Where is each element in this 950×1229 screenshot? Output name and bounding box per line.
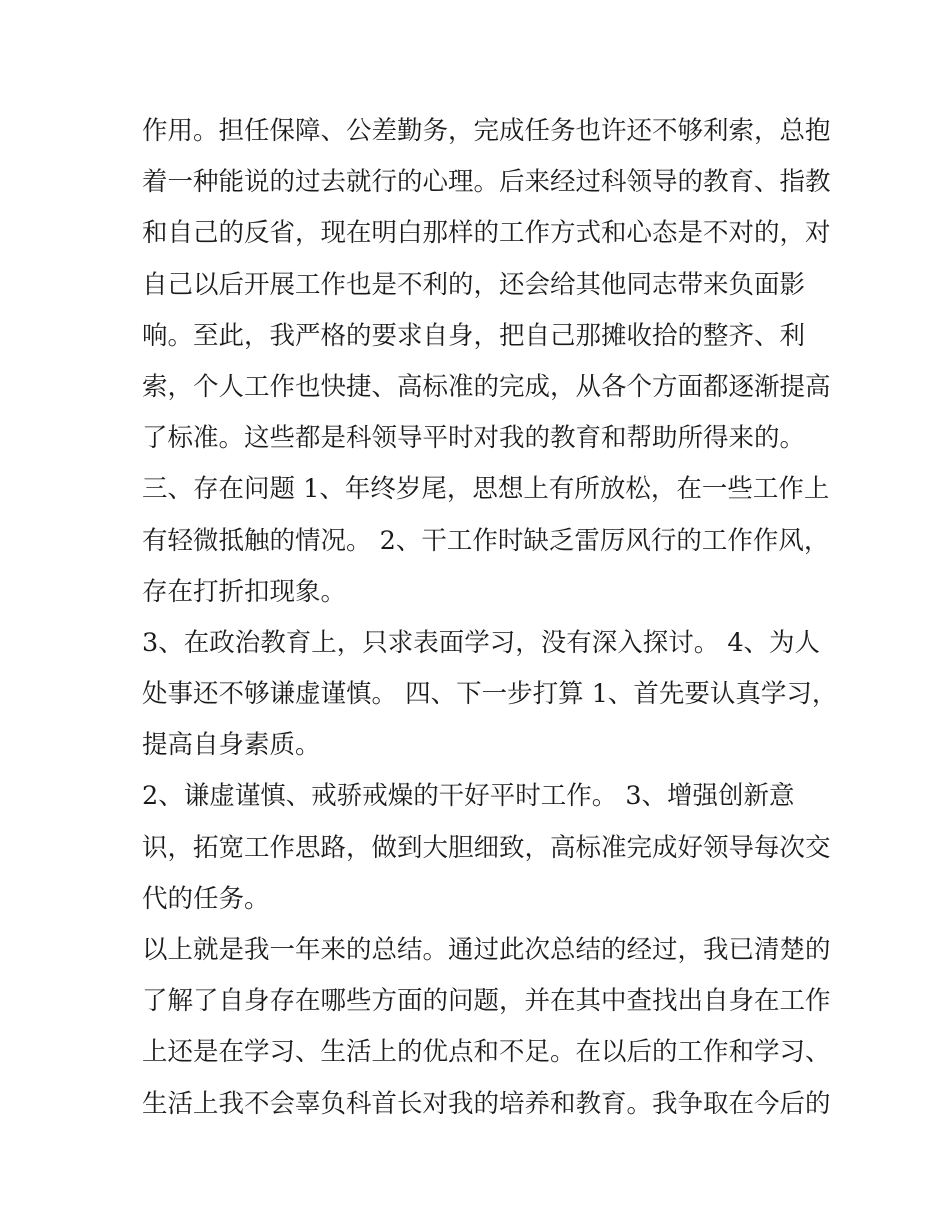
text-line: 了标准。这些都是科领导平时对我的教育和帮助所得来的。: [142, 423, 806, 454]
text-line: 着一种能说的过去就行的心理。后来经过科领导的教育、指教: [142, 167, 831, 198]
text-line: 2、谦虚谨慎、戒骄戒燥的干好平时工作。 3、增强创新意: [142, 781, 795, 812]
text-line: 了解了自身存在哪些方面的问题，并在其中查找出自身在工作: [142, 986, 831, 1017]
text-line: 生活上我不会辜负科首长对我的培养和教育。我争取在今后的: [142, 1088, 831, 1119]
body-text: [142, 106, 838, 1130]
text-line: 有轻微抵触的情况。 2、干工作时缺乏雷厉风行的工作作风，: [142, 525, 830, 556]
text-line: 三、存在问题 1、年终岁尾，思想上有所放松，在一些工作上: [142, 474, 830, 505]
text-line: 3、在政治教育上，只求表面学习，没有深入探讨。 4、为人: [142, 627, 821, 658]
text-line: 和自己的反省，现在明白那样的工作方式和心态是不对的，对: [142, 218, 831, 249]
text-line: 处事还不够谦虚谨慎。 四、下一步打算 1、首先要认真学习，: [142, 679, 838, 710]
text-line: 响。至此，我严格的要求自身，把自己那摊收拾的整齐、利: [142, 320, 806, 351]
text-line: 识，拓宽工作思路，做到大胆细致，高标准完成好领导每次交: [142, 832, 831, 863]
text-line: 作用。担任保障、公差勤务，完成任务也许还不够利索，总抱: [142, 116, 831, 146]
text-line: 自己以后开展工作也是不利的，还会给其他同志带来负面影: [142, 269, 806, 300]
text-line: 索，个人工作也快捷、高标准的完成，从各个方面都逐渐提高: [142, 371, 831, 402]
text-line: 以上就是我一年来的总结。通过此次总结的经过，我已清楚的: [142, 935, 831, 965]
text-line: 存在打折扣现象。: [142, 576, 347, 607]
text-line: 上还是在学习、生活上的优点和不足。在以后的工作和学习、: [142, 1037, 831, 1068]
text-line: 提高自身素质。: [142, 730, 321, 761]
text-line: 代的任务。: [142, 883, 270, 914]
